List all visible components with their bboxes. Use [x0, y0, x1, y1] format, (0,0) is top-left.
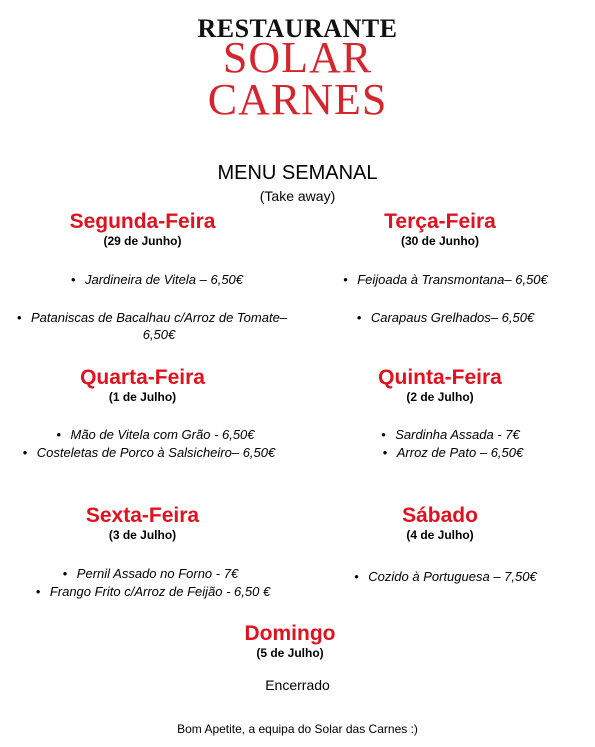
day-date: (1 de Julho) [108, 390, 177, 404]
logo-carnes: CARNES [207, 75, 388, 124]
day-name: Quarta-Feira [80, 366, 205, 389]
menu-item: • Frango Frito c/Arroz de Feijão - 6,50 € [40, 583, 280, 600]
day-sunday [185, 621, 395, 660]
day-date: (3 de Julho) [108, 528, 177, 542]
menu-item: • Mão de Vitela com Grão - 6,50€ [40, 426, 285, 443]
day-name: Segunda-Feira [69, 210, 216, 233]
menu-title: MENU SEMANAL [217, 162, 378, 184]
day-date: (4 de Julho) [406, 528, 474, 542]
menu-item: • Sardinha Assada - 7€ [370, 426, 545, 443]
menu-item: • Pernil Assado no Forno - 7€ [50, 565, 265, 582]
day-wednesday [40, 365, 245, 404]
day-name: Domingo [244, 622, 336, 645]
day-name: Quinta-Feira [378, 366, 502, 389]
menu-item: • Pataniscas de Bacalhau c/Arroz de Tomate– 6,50€ [24, 309, 294, 343]
day-name: Sábado [402, 504, 478, 527]
day-thursday [335, 365, 545, 404]
day-date: (30 de Junho) [400, 234, 479, 248]
day-date: (29 de Junho) [103, 234, 182, 248]
logo-restaurante: RESTAURANTE [197, 14, 398, 43]
day-friday [40, 503, 245, 542]
day-saturday [335, 503, 545, 542]
day-tuesday [335, 209, 545, 248]
menu-subtitle: (Take away) [259, 188, 336, 204]
menu-item: • Carapaus Grelhados– 6,50€ [340, 309, 565, 326]
day-date: (5 de Julho) [256, 646, 324, 660]
day-name: Terça-Feira [384, 210, 496, 233]
day-monday [40, 209, 245, 248]
footer-text: Bom Apetite, a equipa do Solar das Carnes :) [177, 722, 418, 736]
day-date: (2 de Julho) [406, 390, 474, 404]
sunday-closed-status: Encerrado [265, 677, 330, 693]
menu-item: • Jardineira de Vitela – 6,50€ [44, 271, 284, 288]
menu-item: • Cozido à Portuguesa – 7,50€ [340, 568, 565, 585]
menu-item: • Costeletas de Porco à Salsicheiro– 6,50€ [22, 444, 290, 461]
logo-solar: SOLAR [222, 33, 373, 82]
menu-item: • Arroz de Pato – 6,50€ [370, 444, 550, 461]
day-name: Sexta-Feira [85, 504, 200, 527]
menu-item: • Feijoada à Transmontana– 6,50€ [325, 271, 580, 288]
